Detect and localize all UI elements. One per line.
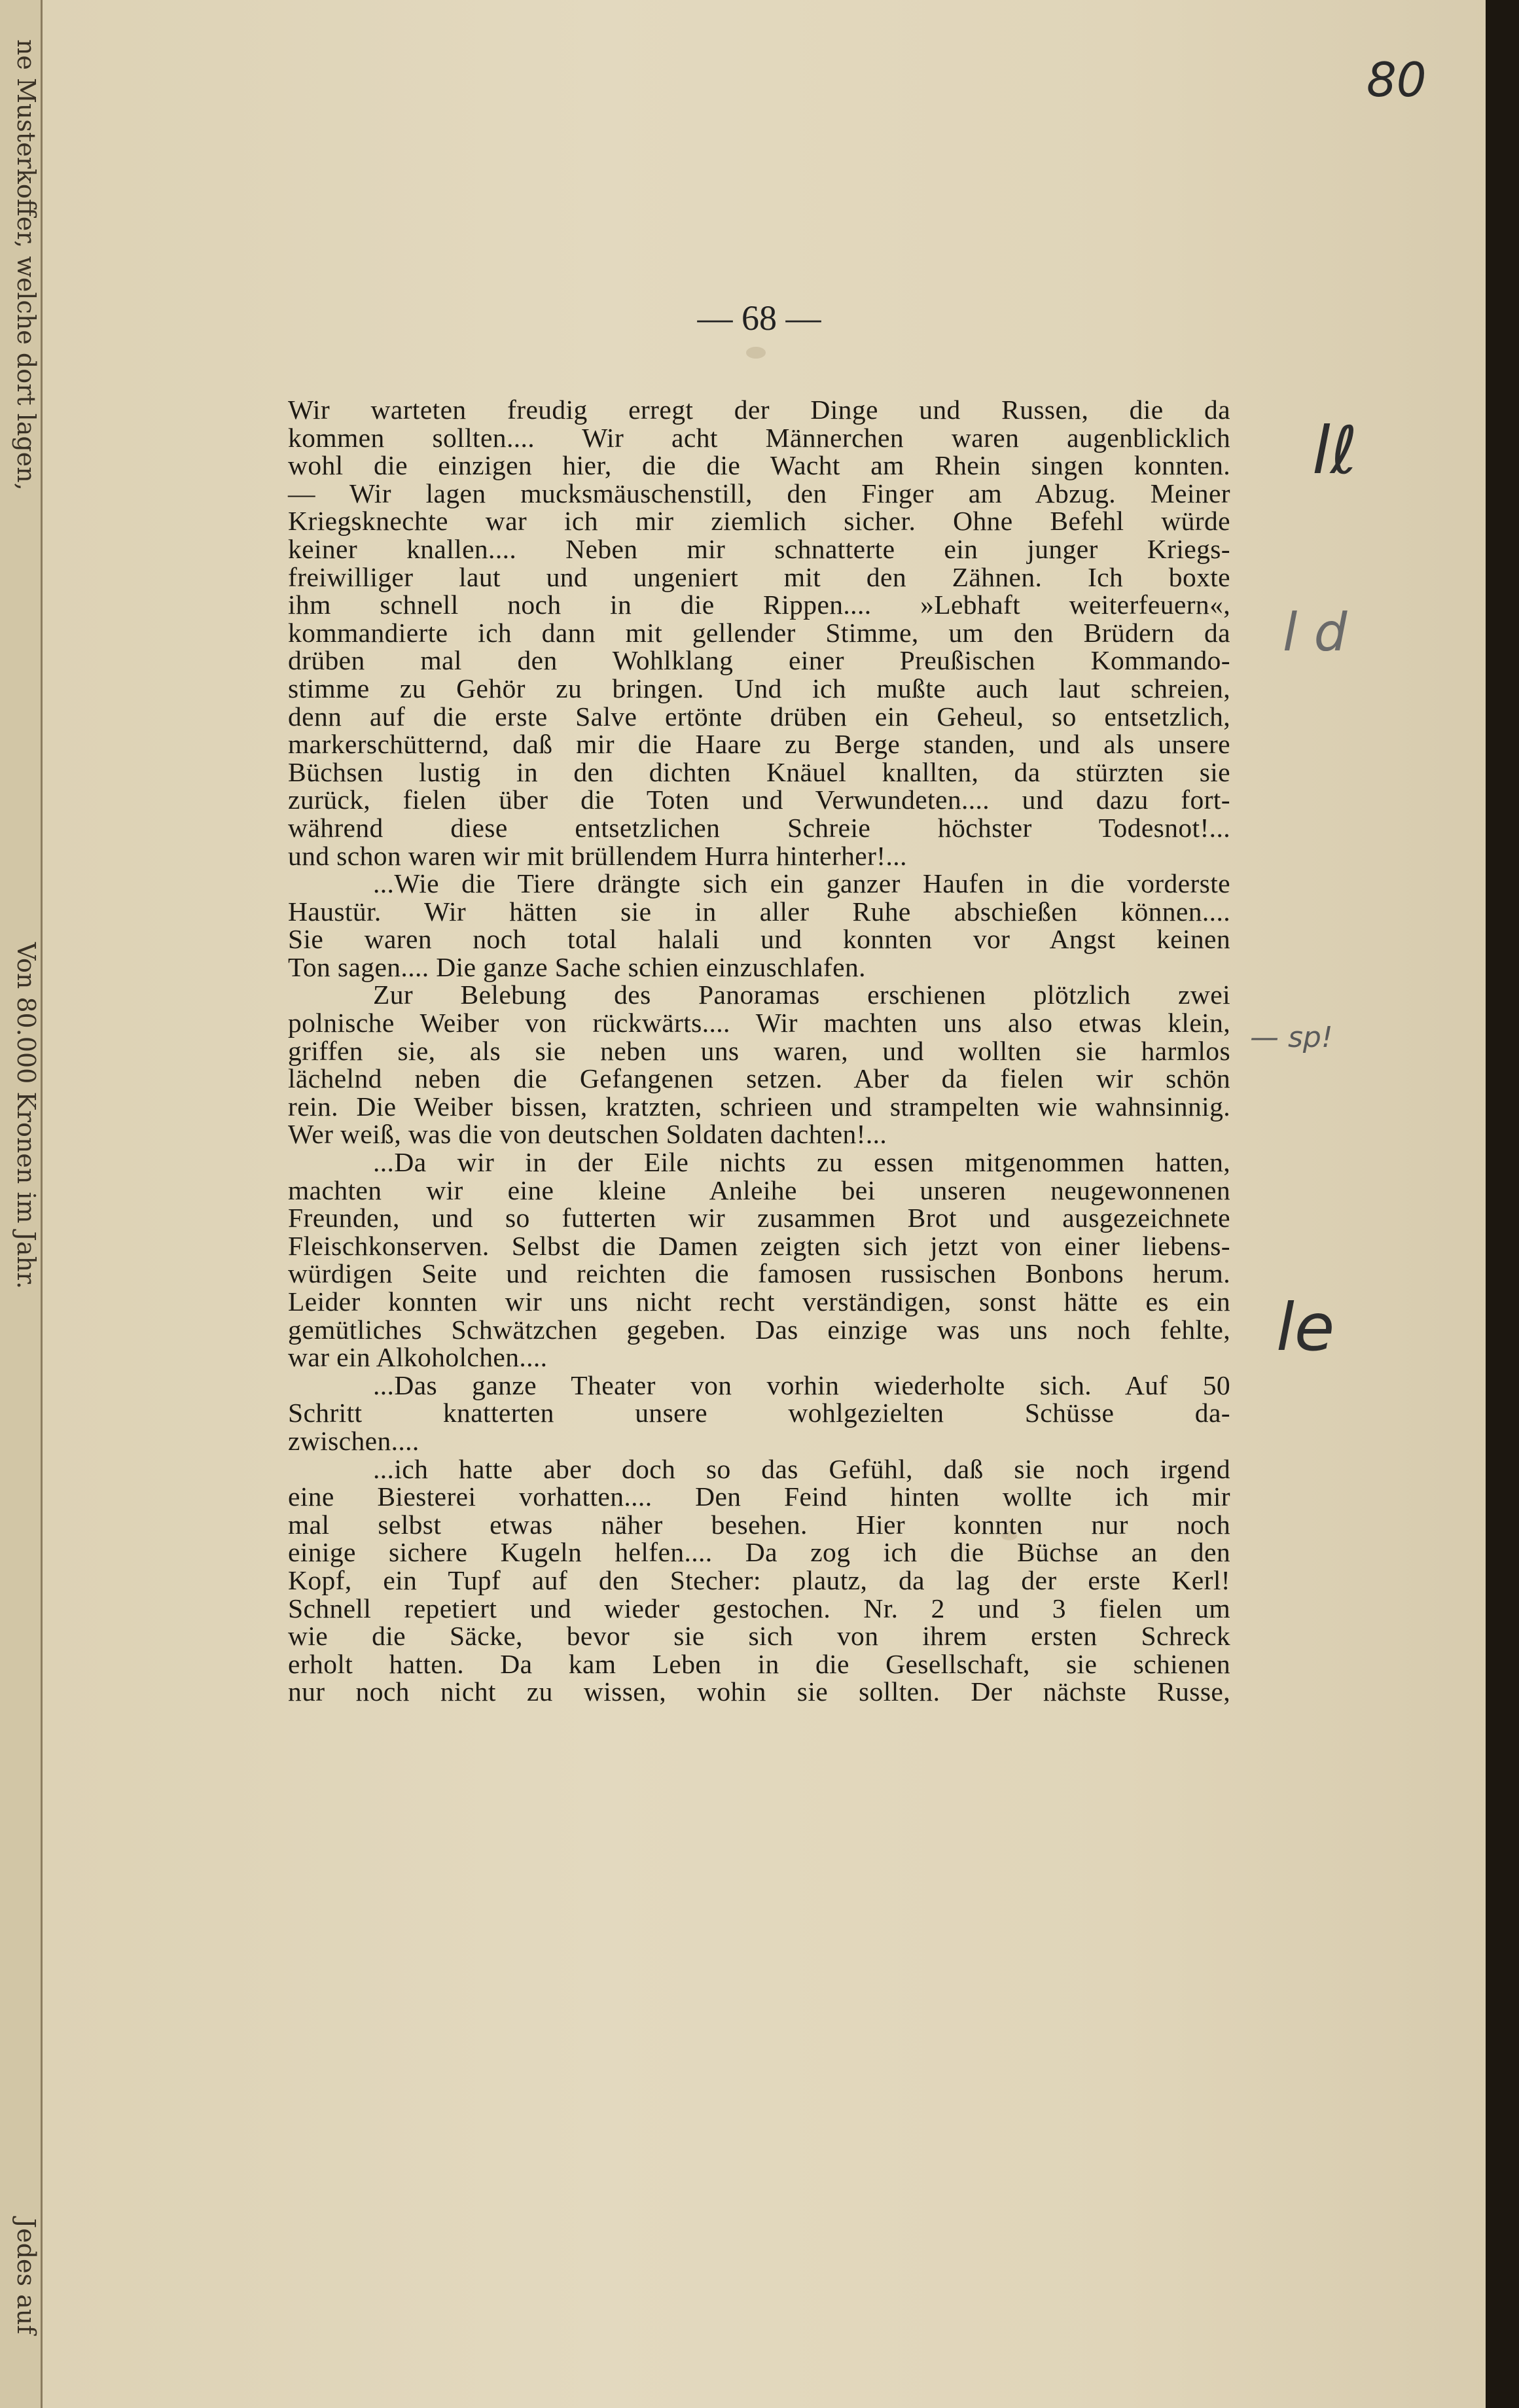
text-line: keiner knallen.... Neben mir schnatterte ein junger Kriegs- [288, 533, 1230, 564]
text-line: polnische Weiber von rückwärts.... Wir machten uns also etwas klein, [288, 1008, 1230, 1038]
margin-note: l d [1283, 602, 1348, 663]
side-text-top: ne Musterkoffer, welche dort lagen, [12, 39, 41, 491]
text-line: wie die Säcke, bevor sie sich von ihrem ersten Schreck [288, 1621, 1230, 1652]
text-line: gemütliches Schwätzchen gegeben. Das einzige was uns noch fehlte, [288, 1314, 1230, 1345]
text-line: Freunden, und so futterten wir zusammen Brot und ausgezeichnete [288, 1203, 1230, 1233]
margin-note: lℓ [1312, 412, 1358, 489]
paper-stain [746, 347, 766, 359]
text-line: Leider konnten wir uns nicht recht verständigen, sonst hätte es ein [288, 1286, 1230, 1317]
text-line: Schritt knatterten unsere wohlgezielten Schüsse da- [288, 1398, 1230, 1428]
text-line: — Wir lagen mucksmäuschenstill, den Finger am Abzug. Meiner [288, 478, 1230, 508]
text-line: Sie waren noch total halali und konnten vor Angst keinen [288, 924, 1230, 955]
text-line: Zur Belebung des Panoramas erschienen plötzlich zwei [373, 980, 1230, 1010]
text-line: lächelnd neben die Gefangenen setzen. Aber da fielen wir schön [288, 1063, 1230, 1094]
text-line: Büchsen lustig in den dichten Knäuel knallten, da stürzten sie [288, 756, 1230, 787]
text-line: mal selbst etwas näher besehen. Hier konnten nur noch [288, 1509, 1230, 1540]
text-line: Kriegsknechte war ich mir ziemlich sicher. Ohne Befehl würde [288, 506, 1230, 537]
text-line: griffen sie, als sie neben uns waren, und wollten sie harmlos [288, 1035, 1230, 1066]
side-text-bottom: Jedes auf [12, 2218, 41, 2335]
text-line: stimme zu Gehör zu bringen. Und ich mußte auch laut schreien, [288, 673, 1230, 703]
text-line: und schon waren wir mit brüllendem Hurra hinterher!... [288, 840, 907, 871]
text-line: kommen sollten.... Wir acht Männerchen waren augenblicklich [288, 422, 1230, 453]
text-line: Kopf, ein Tupf auf den Stecher: plautz, da lag der erste Kerl! [288, 1565, 1230, 1595]
text-line: ...Wie die Tiere drängte sich ein ganzer Haufen in die vorderste [373, 868, 1230, 899]
text-line: Schnell repetiert und wieder gestochen. Nr. 2 und 3 fielen um [288, 1593, 1230, 1623]
text-line: drüben mal den Wohlklang einer Preußischen Kommando- [288, 645, 1230, 676]
margin-note: — sp! [1250, 1021, 1333, 1054]
text-line: ...Das ganze Theater von vorhin wiederholte sich. Auf 50 [373, 1370, 1230, 1400]
text-line: würdigen Seite und reichten die famosen russischen Bonbons herum. [288, 1258, 1230, 1289]
text-line: wohl die einzigen hier, die die Wacht am Rhein singen konnten. [288, 450, 1230, 481]
body-text [288, 396, 1230, 1706]
text-line: denn auf die erste Salve ertönte drüben ein Geheul, so entsetzlich, [288, 701, 1230, 732]
text-line: zurück, fielen über die Toten und Verwundeten.... und dazu fort- [288, 785, 1230, 815]
text-line: Ton sagen.... Die ganze Sache schien einzuschlafen. [288, 951, 866, 982]
text-line: einige sichere Kugeln helfen.... Da zog ich die Büchse an den [288, 1537, 1230, 1568]
text-line: während diese entsetzlichen Schreie höchster Todesnot!... [288, 812, 1230, 843]
text-line: Fleischkonserven. Selbst die Damen zeigten sich jetzt von einer liebens- [288, 1230, 1230, 1261]
page-number: — 68 — [697, 298, 821, 338]
text-line: erholt hatten. Da kam Leben in die Gesellschaft, sie schienen [288, 1648, 1230, 1679]
text-line: freiwilliger laut und ungeniert mit den Zähnen. Ich boxte [288, 561, 1230, 592]
folio-number: 80 [1367, 52, 1427, 107]
text-line: markerschütternd, daß mir die Haare zu Berge standen, und als unsere [288, 729, 1230, 760]
text-line: zwischen.... [288, 1425, 420, 1456]
text-line: nur noch nicht zu wissen, wohin sie sollten. Der nächste Russe, [288, 1676, 1230, 1707]
text-line: ...ich hatte aber doch so das Gefühl, daß sie noch irgend [373, 1453, 1230, 1484]
text-line: kommandierte ich dann mit gellender Stimme, um den Brüdern da [288, 617, 1230, 648]
side-text-middle: Von 80.000 Kronen im Jahr. [12, 942, 41, 1290]
margin-note: le [1276, 1289, 1335, 1366]
text-line: Haustür. Wir hätten sie in aller Ruhe abschießen können.... [288, 896, 1230, 927]
text-line: eine Biesterei vorhatten.... Den Feind hinten wollte ich mir [288, 1481, 1230, 1512]
text-line: ihm schnell noch in die Rippen.... »Lebhaft weiterfeuern«, [288, 590, 1230, 620]
text-line: ...Da wir in der Eile nichts zu essen mitgenommen hatten, [373, 1147, 1230, 1178]
text-line: machten wir eine kleine Anleihe bei unseren neugewonnenen [288, 1175, 1230, 1205]
scan-background-edge [1486, 0, 1519, 2408]
text-line: war ein Alkoholchen.... [288, 1342, 548, 1373]
text-line: rein. Die Weiber bissen, kratzten, schrieen und strampelten wie wahnsinnig. [288, 1091, 1230, 1122]
text-line: Wer weiß, was die von deutschen Soldaten dachten!... [288, 1119, 887, 1150]
previous-page-strip [0, 0, 43, 2408]
text-line: Wir warteten freudig erregt der Dinge und Russen, die da [288, 395, 1230, 425]
